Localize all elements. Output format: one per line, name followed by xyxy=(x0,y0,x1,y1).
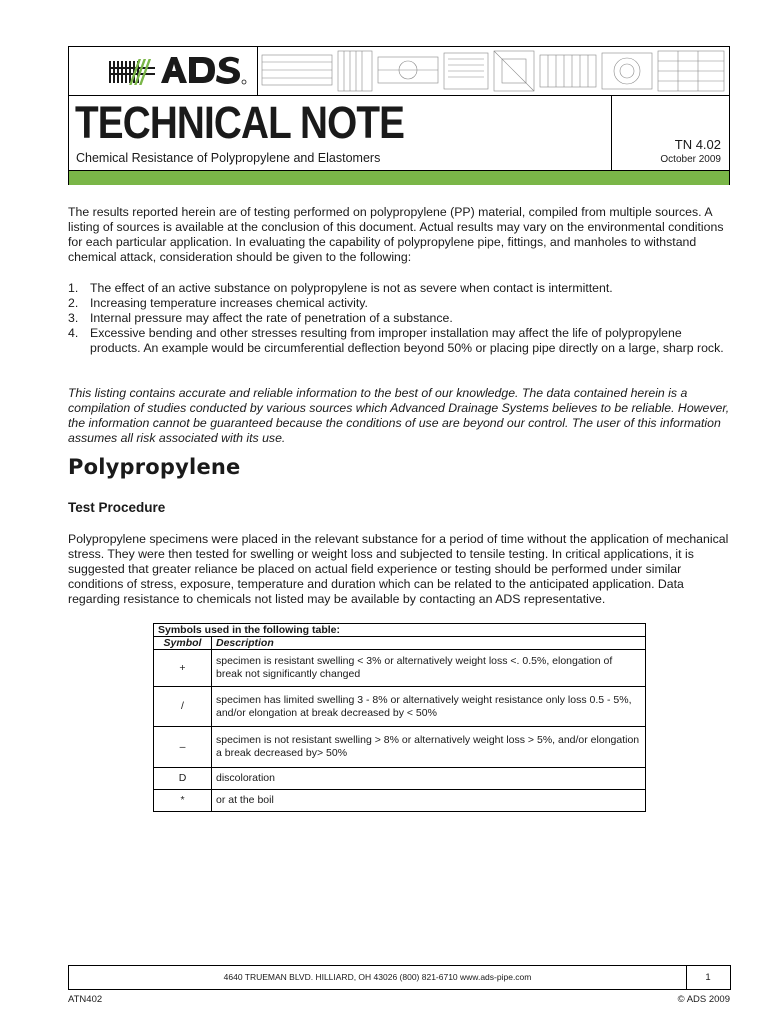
list-text: Increasing temperature increases chemical activity. xyxy=(90,296,368,310)
tn-date: October 2009 xyxy=(660,154,721,165)
symbols-table xyxy=(153,623,646,812)
disclaimer-paragraph: This listing contains accurate and reliable information to the best of our knowledge. The data contained herein is a compilation of studies conducted by various sources which Advanced Drainage Systems believes to be reliable. However, the information cannot be guaranteed because the conditions of use are beyond our control. The user of this information assumes all risk associated with its use. xyxy=(68,386,730,445)
footer xyxy=(68,965,731,990)
symbol-cell: + xyxy=(154,650,212,687)
list-number: 2. xyxy=(68,296,79,310)
document-subtitle: Chemical Resistance of Polypropylene and Elastomers xyxy=(76,151,381,165)
list-number: 1. xyxy=(68,281,79,295)
list-item xyxy=(68,326,732,356)
page-number: 1 xyxy=(705,972,711,983)
accent-bar xyxy=(69,170,729,185)
table-row xyxy=(154,687,646,727)
table-header-row xyxy=(154,637,646,650)
table-caption: Symbols used in the following table: xyxy=(154,624,646,637)
pipe-blueprint-illustration xyxy=(258,47,729,95)
intro-paragraph: The results reported herein are of testing performed on polypropylene (PP) material, compiled from multiple sources. A listing of sources is available at the conclusion of this document. Actual results may vary on the environmental conditions for each particular application. In evaluating the capability of polypropylene pipe, fittings, and manholes to withstand chemical attack, consideration should be given to the following: xyxy=(68,205,724,264)
column-header-description: Description xyxy=(212,637,646,650)
tn-info-box xyxy=(612,95,729,170)
list-text: Internal pressure may affect the rate of penetration of a substance. xyxy=(90,311,453,325)
document-title: TECHNICAL NOTE xyxy=(75,97,405,148)
ads-logo xyxy=(69,47,258,95)
list-number: 3. xyxy=(68,311,79,325)
table-row xyxy=(154,790,646,812)
document-header xyxy=(68,46,730,185)
list-text: The effect of an active substance on polypropylene is not as severe when contact is intermittent. xyxy=(90,281,613,295)
description-cell: specimen has limited swelling 3 - 8% or alternatively weight resistance only loss 0.5 - 5%, and/or elongation at break decreased by < 50% xyxy=(212,687,646,727)
footer-address: 4640 TRUEMAN BLVD. HILLIARD, OH 43026 (800) 821-6710 www.ads-pipe.com xyxy=(69,966,687,989)
ads-logo-graphic xyxy=(109,55,249,87)
pipe-drawing-icon xyxy=(258,47,729,95)
column-header-symbol: Symbol xyxy=(154,637,212,650)
list-number: 4. xyxy=(68,326,79,340)
logo-row xyxy=(69,47,729,96)
table-caption-row xyxy=(154,624,646,637)
subsection-title: Test Procedure xyxy=(68,500,166,515)
symbol-cell: / xyxy=(154,687,212,727)
table-row xyxy=(154,727,646,768)
symbol-cell: * xyxy=(154,790,212,812)
description-cell: specimen is not resistant swelling > 8% or alternatively weight loss > 5%, and/or elongation a break decreased by> 50% xyxy=(212,727,646,768)
description-cell: specimen is resistant swelling < 3% or alternatively weight loss <. 0.5%, elongation of break not significantly changed xyxy=(212,650,646,687)
description-cell: discoloration xyxy=(212,768,646,790)
symbol-cell: – xyxy=(154,727,212,768)
considerations-list xyxy=(68,281,732,356)
list-text: Excessive bending and other stresses resulting from improper installation may affect the life of polypropylene products. An example would be circumferential deflection beyond 50% or placing pipe directly on a large, sharp rock. xyxy=(90,326,724,355)
description-cell: or at the boil xyxy=(212,790,646,812)
tn-code: TN 4.02 xyxy=(674,137,721,152)
copyright: © ADS 2009 xyxy=(677,994,730,1005)
procedure-paragraph: Polypropylene specimens were placed in the relevant substance for a period of time without the application of mechanical stress. They were then tested for swelling or weight loss and subjected to tensile testing. In critical applications, it is suggested that greater reliance be placed on actual field experience or testing should be performed under similar conditions of stress, exposure, temperature and duration which can be related to the anticipated application. Data regarding resistance to chemicals not listed may be available by contacting an ADS representative. xyxy=(68,532,729,606)
list-item xyxy=(68,311,732,326)
title-area xyxy=(69,95,612,170)
symbol-cell: D xyxy=(154,768,212,790)
list-item xyxy=(68,281,732,296)
document-id: ATN402 xyxy=(68,994,103,1005)
list-item xyxy=(68,296,732,311)
table-row xyxy=(154,650,646,687)
table-row xyxy=(154,768,646,790)
section-title: Polypropylene xyxy=(68,455,241,479)
